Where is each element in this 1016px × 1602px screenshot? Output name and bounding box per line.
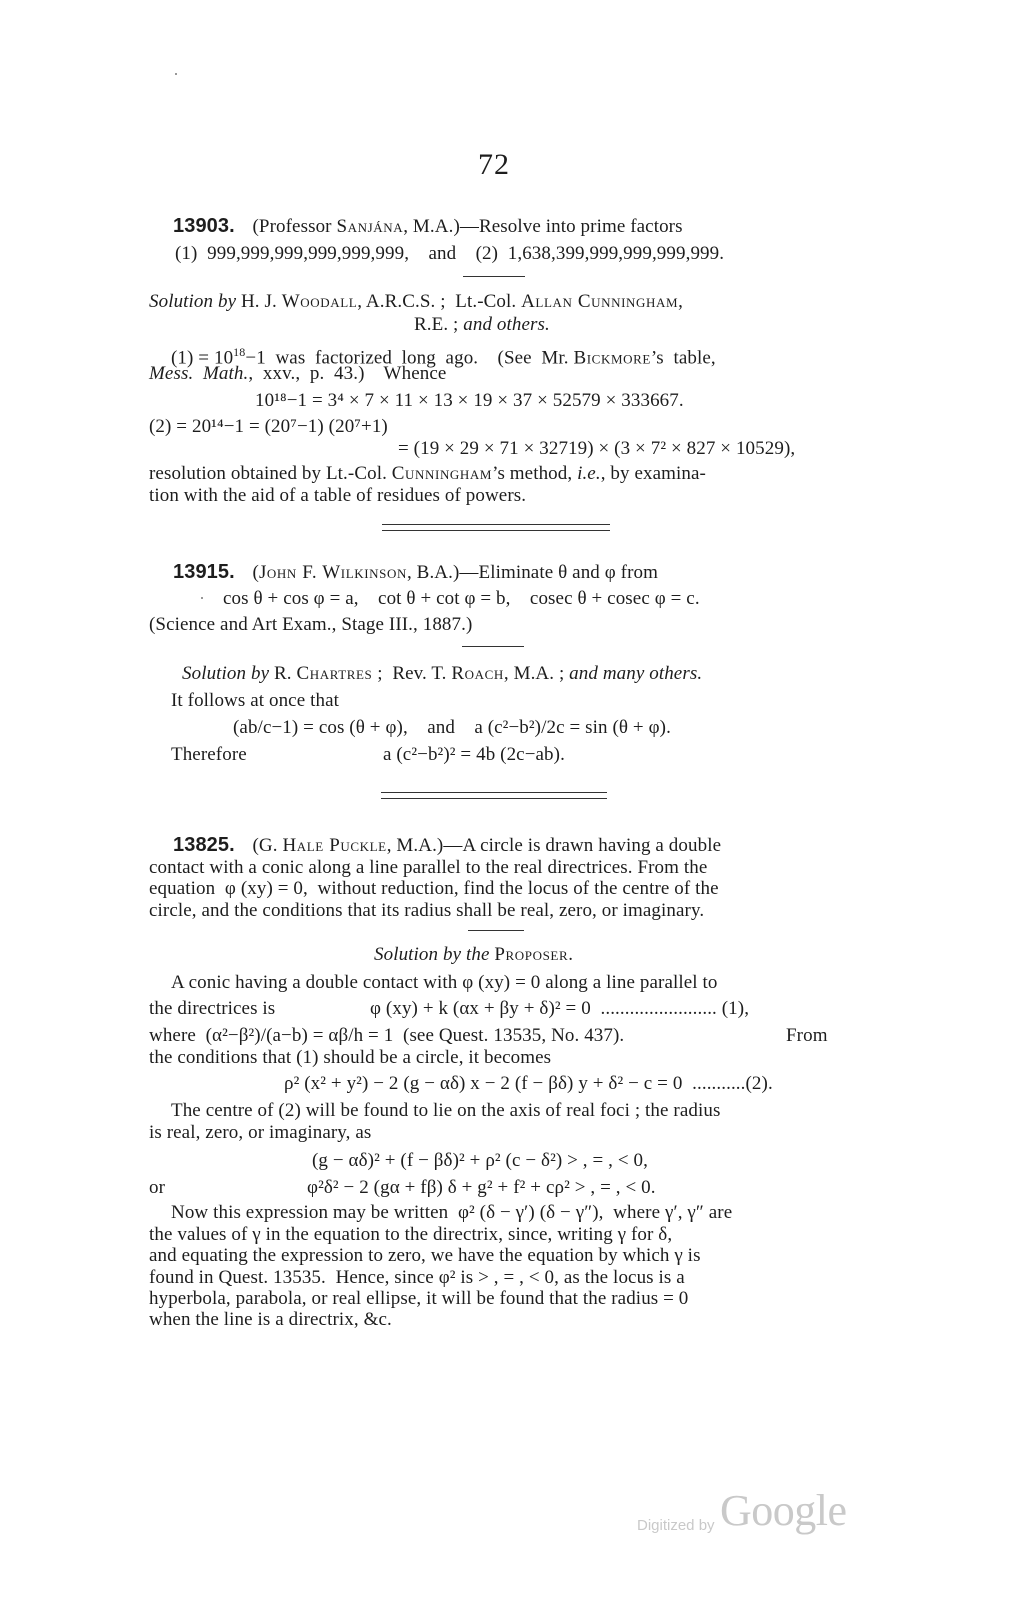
solution-13825-line-7: is real, zero, or imaginary, as — [149, 1122, 372, 1143]
solution-13915-result: a (c²−b²)² = 4b (2c−ab). — [383, 744, 565, 765]
text-run: , M.A.)—Resolve into prime factors — [403, 216, 683, 237]
solution-13825-byline — [374, 944, 573, 966]
text-run: , A.R.C.S. ; Lt.-Col. — [357, 291, 522, 312]
condition-1: (g − αδ)² + (f − βδ)² + ρ² (c − δ²) > , = , < 0, — [312, 1150, 648, 1171]
text-run: R.E. ; — [414, 314, 464, 335]
solution-13903-line-1: $(1) = 10^{18}-1$ was factorized long ago. (See Mr. Bickmore’s table, — [171, 345, 716, 369]
text-run: Solution by — [149, 291, 237, 312]
question-author: Hale Puckle — [282, 835, 387, 856]
text-run: Chartres — [296, 663, 373, 684]
text-run: , xxv., p. 43.) Whence — [248, 363, 447, 384]
question-13915-equations: cos θ + cos φ = a, cot θ + cot φ = b, cosec θ + cosec φ = c. — [223, 588, 700, 609]
solution-13825-line-3: where (α²−β²)/(a−b) = αβ/h = 1 (see Quest. 13535, No. 437). — [149, 1025, 625, 1046]
text-run: , by examina- — [600, 463, 706, 484]
solution-13825-line-12: and equating the expression to zero, we have the equation by which γ is — [149, 1245, 701, 1266]
solution-13825-line-11: the values of γ in the equation to the directrix, since, writing γ for δ, — [149, 1224, 673, 1245]
text-run: and others. — [463, 314, 550, 335]
solution-13825-line-14: hyperbola, parabola, or real ellipse, it will be found that the radius = 0 — [149, 1288, 689, 1309]
question-number: 13903. — [173, 215, 235, 237]
scan-speck — [175, 73, 177, 75]
solution-13903-byline-2 — [414, 314, 550, 336]
solution-13903-line-6 — [149, 463, 706, 485]
question-13825-line-4: circle, and the conditions that its radius shall be real, zero, or imaginary. — [149, 900, 705, 921]
equation-20-14: (2) = 20¹⁴−1 = (20⁷−1) (20⁷+1) — [149, 416, 388, 437]
digitized-by-label: Digitized by — [637, 1517, 715, 1534]
condition-2: φ²δ² − 2 (gα + fβ) δ + g² + f² + cρ² > , = , < 0. — [307, 1177, 656, 1198]
solution-13825-line-2a: the directrices is — [149, 998, 276, 1019]
question-author: John F. Wilkinson — [258, 562, 407, 583]
google-logo: Google — [720, 1486, 847, 1535]
question-13825-header — [173, 834, 721, 857]
solution-13825-line-13: found in Quest. 13535. Hence, since φ² is > , = , < 0, as the locus is a — [149, 1267, 685, 1288]
short-rule — [468, 930, 524, 931]
text-run: H. J. — [236, 291, 282, 312]
text-run: (G. — [252, 835, 283, 856]
solution-13825-line-15: when the line is a directrix, &c. — [149, 1309, 392, 1330]
solution-13825-line-1: A conic having a double contact with φ (xy) = 0 along a line parallel to — [171, 972, 718, 993]
text-run: i.e. — [577, 463, 601, 484]
page-number: 72 — [478, 148, 510, 181]
equation-1: φ (xy) + k (αx + βy + δ)² = 0 ........................ (1), — [370, 998, 750, 1019]
text-run: Proposer — [494, 944, 569, 965]
text-run: and many others. — [569, 663, 703, 684]
question-13915-source: (Science and Art Exam., Stage III., 1887.) — [149, 614, 473, 635]
equation-10-18: 10¹⁸−1 = 3⁴ × 7 × 11 × 13 × 19 × 37 × 52579 × 333667. — [255, 390, 684, 411]
text-run: Woodall — [281, 291, 358, 312]
double-rule — [382, 524, 610, 531]
text-run: Roach — [451, 663, 504, 684]
solution-13903-line-7: tion with the aid of a table of residues of powers. — [149, 485, 527, 506]
text-run: resolution obtained by Lt.-Col. — [149, 463, 392, 484]
question-number: 13915. — [173, 561, 235, 583]
solution-13915-equation: (ab/c−1) = cos (θ + φ), and a (c²−b²)/2c = sin (θ + φ). — [233, 717, 671, 738]
short-rule — [462, 646, 524, 647]
equation-2: ρ² (x² + y²) − 2 (g − αδ) x − 2 (f − βδ) y + δ² − c = 0 ...........(2). — [284, 1073, 773, 1094]
solution-13915-line-1: It follows at once that — [171, 690, 339, 711]
equation-20-14-factors: = (19 × 29 × 71 × 32719) × (3 × 7² × 827 × 10529), — [398, 438, 796, 459]
question-13825-line-2: contact with a conic along a line parallel to the real directrices. From the — [149, 857, 708, 878]
solution-13825-line-6: The centre of (2) will be found to lie on the axis of real foci ; the radius — [171, 1100, 721, 1121]
text-run: R. — [269, 663, 297, 684]
text-run: Solution by the — [374, 944, 495, 965]
solution-13825-line-10: Now this expression may be written φ² (δ − γ′) (δ − γ″), where γ′, γ″ are — [171, 1202, 733, 1223]
text-run: Mess. Math. — [149, 363, 249, 384]
text-run: −1 was factorized long ago. (See Mr. — [245, 347, 574, 369]
text-run: , — [678, 291, 683, 312]
text-run: (Professor — [252, 216, 337, 237]
text-run: ’s table, — [650, 347, 716, 369]
text-run: , B.A.)—Eliminate θ and φ from — [406, 562, 658, 583]
text-run: , M.A. ; — [503, 663, 570, 684]
solution-13915-therefore: Therefore — [171, 744, 247, 765]
question-author: Sanjána — [336, 216, 404, 237]
question-13903-header — [173, 215, 683, 238]
text-run: , M.A.)—A circle is drawn having a double — [386, 835, 722, 856]
short-rule — [463, 276, 525, 277]
text-run: Cunningham — [391, 463, 493, 484]
question-number: 13825. — [173, 834, 235, 856]
question-13903-numbers: (1) 999,999,999,999,999,999, and (2) 1,638,399,999,999,999,999. — [175, 243, 725, 264]
text-run: Bickmore — [573, 347, 651, 369]
solution-13825-line-3b: From — [786, 1025, 828, 1046]
text-run: ; Rev. T. — [372, 663, 452, 684]
text-run: . — [568, 944, 574, 965]
scan-speck — [201, 597, 203, 599]
solution-13903-line-2 — [149, 363, 446, 385]
solution-13903-byline — [149, 291, 683, 313]
text-run: (1) = 10 — [171, 347, 234, 369]
text-run: ( — [252, 562, 259, 583]
question-13915-header — [173, 561, 658, 584]
text-run: ’s method, — [492, 463, 578, 484]
question-13825-line-3: equation φ (xy) = 0, without reduction, find the locus of the centre of the — [149, 878, 719, 899]
condition-or: or — [149, 1177, 166, 1198]
double-rule — [381, 792, 607, 799]
text-run: Allan Cunningham — [521, 291, 679, 312]
solution-13825-line-4: the conditions that (1) should be a circle, it becomes — [149, 1047, 552, 1068]
solution-13915-byline — [182, 663, 702, 685]
text-run: Solution by — [182, 663, 270, 684]
